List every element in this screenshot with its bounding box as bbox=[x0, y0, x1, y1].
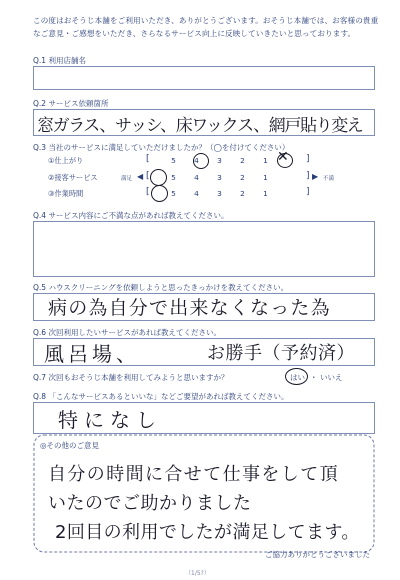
q3-item-time: ③作業時間 bbox=[48, 189, 84, 198]
q1-label: Q.1 利用店舗名 bbox=[33, 56, 86, 65]
q5-label: Q.5 ハウスクリーニングを依頼しようと思ったきっかけを教えてください。 bbox=[33, 283, 289, 292]
q3-finish-circle-mark bbox=[193, 153, 209, 169]
bracket-right: ] bbox=[306, 154, 310, 164]
q3-scale-row-1: 5 4 3 2 1 bbox=[171, 156, 268, 165]
q3-item-service: ②接客サービス bbox=[48, 173, 98, 182]
q6-answer-a: 風呂場、 bbox=[44, 342, 140, 366]
q3-finish-cross-mark: ✕ bbox=[277, 149, 289, 165]
q7-yes-circle-mark bbox=[285, 368, 308, 385]
dissatisfied-label: 不満 bbox=[323, 176, 335, 182]
dissatisfied-arrow-icon: ▶ bbox=[312, 172, 319, 181]
q3-scale-row-3: 5 4 3 2 1 bbox=[171, 189, 268, 198]
bracket-left: [ bbox=[146, 154, 150, 164]
q3-service-circle-mark bbox=[150, 169, 167, 186]
q8-answer: 特になし bbox=[58, 408, 162, 432]
bracket-left: [ bbox=[146, 187, 150, 197]
q4-answer-box[interactable] bbox=[33, 221, 375, 277]
q6-answer-b: お勝手（予約済） bbox=[207, 343, 355, 364]
q4-label: Q.4 サービス内容にご不満な点があれば教えてください。 bbox=[33, 211, 229, 220]
q3-item-finish: ①仕上がり bbox=[48, 156, 84, 165]
other-title: ◎その他のご意見 bbox=[40, 441, 100, 450]
q1-answer-box[interactable] bbox=[33, 66, 375, 90]
q5-answer: 病の為自分で出来なくなった為 bbox=[48, 297, 331, 319]
satisfied-label: 満足 bbox=[121, 176, 133, 182]
q7-label: Q.7 次回もおそうじ本舗を利用してみようと思いますか？ bbox=[33, 373, 229, 382]
bracket-right: ] bbox=[306, 171, 310, 181]
q6-label: Q.6 次回利用したいサービスがあれば教えてください。 bbox=[33, 328, 221, 337]
intro-text: この度はおそうじ本舗をご利用いただき、ありがとうございます。おそうじ本舗では、お客様の貴重なご意見・ご感想をいただき、さらなるサービス向上に反映していきたいと思っております。 bbox=[33, 16, 379, 38]
q2-answer: 窓ガラス、サッシ、床ワックス、網戸貼り変え bbox=[37, 116, 363, 136]
q3-finish-cross-circle-mark bbox=[277, 153, 293, 168]
q2-label: Q.2 サービス依頼箇所 bbox=[33, 99, 109, 108]
bracket-left: [ bbox=[146, 171, 150, 181]
page-number: （1/5?） bbox=[185, 570, 210, 577]
q7-yes-option[interactable]: はい bbox=[290, 373, 305, 382]
q7-separator: ・ bbox=[310, 373, 318, 382]
other-line-1: 自分の時間に合せて仕事をして頂 bbox=[48, 464, 339, 485]
satisfied-arrow-icon: ◀ bbox=[137, 172, 144, 181]
q3-label: Q.3 当社のサービスに満足していただけましたか？（◯を付けてください） bbox=[33, 143, 290, 152]
bracket-right: ] bbox=[306, 187, 310, 197]
q3-scale-row-2: 5 4 3 2 1 bbox=[171, 173, 268, 182]
other-line-2: いたのでご助かりました bbox=[48, 493, 252, 514]
other-line-3: 2回目の利用でしたが満足してます。 bbox=[55, 522, 360, 543]
q8-label: Q.8 「こんなサービスあるといいな」などご要望があれば教えてください。 bbox=[33, 392, 289, 401]
q7-no-option[interactable]: いいえ bbox=[320, 373, 343, 382]
q3-time-circle-mark bbox=[151, 185, 168, 202]
footer-thanks: ご協力ありがとうございました bbox=[265, 550, 370, 559]
